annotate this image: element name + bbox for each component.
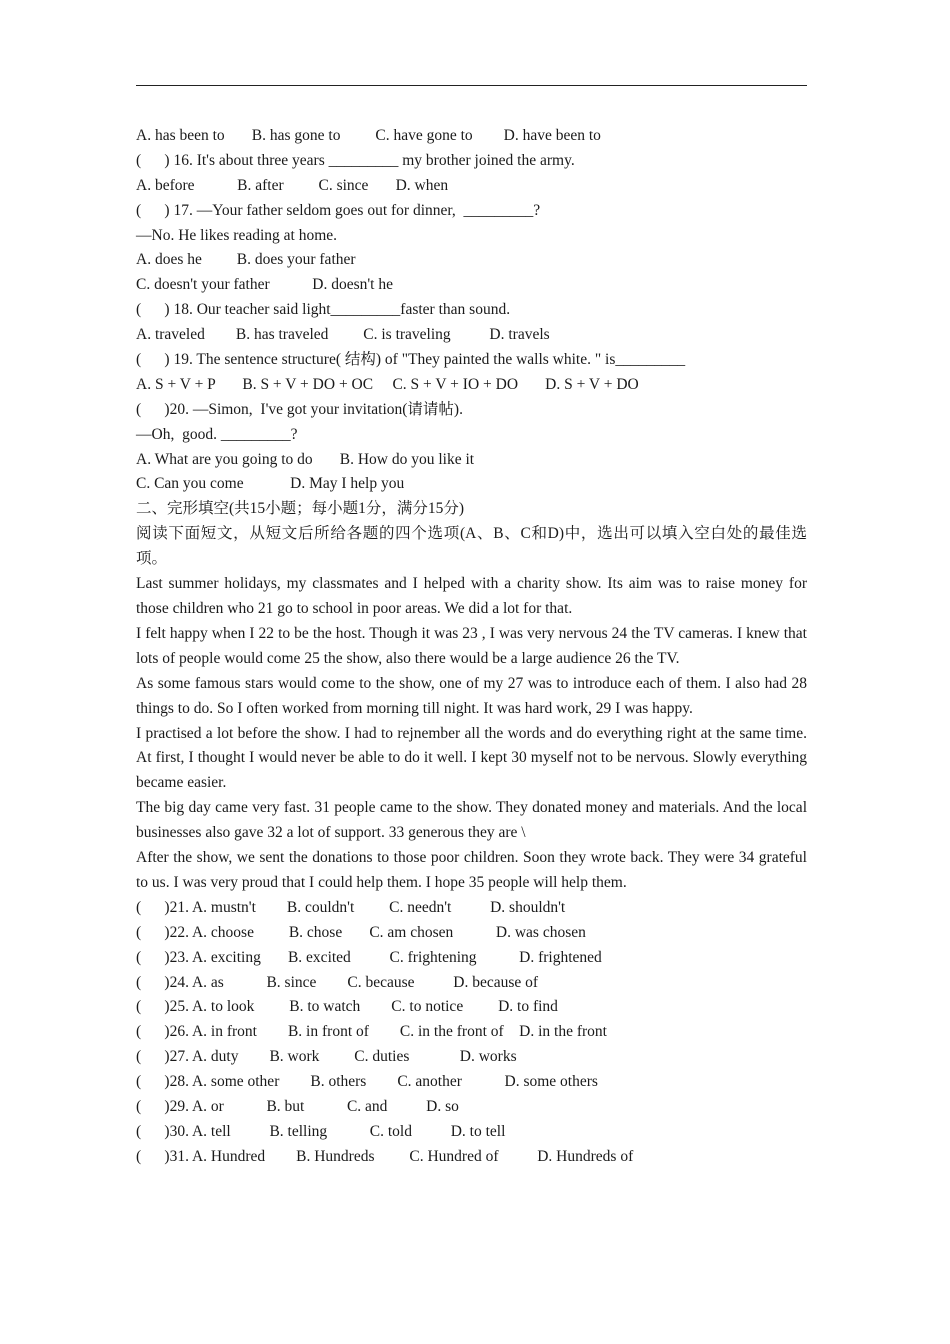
question-line: A. does he B. does your father: [136, 251, 356, 269]
question-line: ( ) 16. It's about three years _________ my brother joined the army.: [136, 151, 575, 169]
question-line: A. S + V + P B. S + V + DO + OC C. S + V + IO + DO D. S + V + DO: [136, 375, 639, 393]
cloze-option-line: ( )30. A. tell B. telling C. told D. to tell: [136, 1122, 506, 1140]
question-line: A. traveled B. has traveled C. is traveling D. travels: [136, 326, 550, 344]
cloze-option-line: ( )22. A. choose B. chose C. am chosen D. was chosen: [136, 923, 586, 941]
question-line: ( ) 18. Our teacher said light_________faster than sound.: [136, 301, 511, 319]
cloze-option-line: ( )31. A. Hundred B. Hundreds C. Hundred of D. Hundreds of: [136, 1147, 634, 1165]
question-line: A. What are you going to do B. How do you like it: [136, 450, 475, 468]
cloze-passage: [136, 572, 807, 896]
passage-paragraph: The big day came very fast. 31 people came to the show. They donated money and materials. And the local businesses also gave 32 a lot of support. 33 generous they are \: [136, 799, 807, 842]
passage-paragraph: After the show, we sent the donations to those poor children. Soon they wrote back. They were 34 grateful to us. I was very proud that I could help them. I hope 35 people will help them.: [136, 849, 807, 891]
section-intro: 阅读下面短文，从短文后所给各题的四个选项(A、B、C和D)中，选出可以填入空白处的最佳选项。: [136, 525, 807, 568]
question-line: ( ) 17. —Your father seldom goes out for dinner, _________?: [136, 201, 541, 219]
passage-paragraph: As some famous stars would come to the show, one of my 27 was to introduce each of them. I also had 28 things to do. So I often worked from morning till night. It was hard work, 29 I was happy.: [136, 674, 807, 717]
question-line: —Oh, good. _________?: [136, 425, 298, 443]
question-line: —No. He likes reading at home.: [136, 226, 338, 244]
page-content: [136, 124, 807, 1170]
cloze-options: [136, 896, 807, 1170]
question-line: ( )20. —Simon, I've got your invitation(请请帖).: [136, 400, 463, 418]
header-rule: [136, 85, 807, 86]
passage-paragraph: I practised a lot before the show. I had to rejnember all the words and do everything right at the same time. At first, I thought I would never be able to do it well. I kept 30 myself not to be nervous. Slowly everything became easier.: [136, 724, 807, 792]
question-line: 二、完形填空(共15小题；每小题1分，满分15分): [136, 500, 465, 518]
question-line: A. has been to B. has gone to C. have gone to D. have been to: [136, 127, 601, 144]
question-line: A. before B. after C. since D. when: [136, 176, 449, 194]
cloze-option-line: ( )21. A. mustn't B. couldn't C. needn't D. shouldn't: [136, 898, 566, 916]
questions-15-20: [136, 124, 807, 522]
cloze-option-line: ( )24. A. as B. since C. because D. because of: [136, 973, 539, 991]
cloze-option-line: ( )27. A. duty B. work C. duties D. works: [136, 1048, 517, 1066]
cloze-option-line: ( )26. A. in front B. in front of C. in the front of D. in the front: [136, 1023, 607, 1041]
cloze-option-line: ( )23. A. exciting B. excited C. frightening D. frightened: [136, 948, 602, 966]
question-line: C. Can you come D. May I help you: [136, 475, 405, 493]
cloze-option-line: ( )28. A. some other B. others C. another D. some others: [136, 1073, 598, 1091]
passage-paragraph: Last summer holidays, my classmates and I helped with a charity show. Its aim was to raise money for those children who 21 go to school in poor areas. We did a lot for that.: [136, 575, 807, 617]
cloze-option-line: ( )29. A. or B. but C. and D. so: [136, 1097, 459, 1115]
cloze-option-line: ( )25. A. to look B. to watch C. to notice D. to find: [136, 998, 558, 1016]
question-line: C. doesn't your father D. doesn't he: [136, 276, 393, 294]
passage-paragraph: I felt happy when I 22 to be the host. Though it was 23 , I was very nervous 24 the TV cameras. I knew that lots of people would come 25 the show, also there would be a large audience 26 the TV.: [136, 624, 807, 667]
question-line: ( ) 19. The sentence structure( 结构) of "They painted the walls white. " is_________: [136, 351, 686, 369]
